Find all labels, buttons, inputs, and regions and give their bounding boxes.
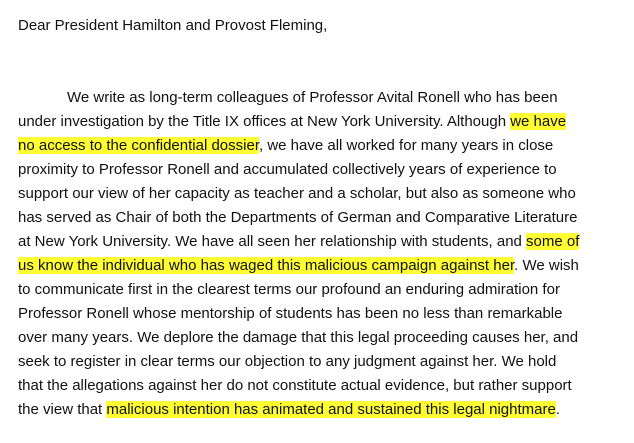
- salutation: Dear President Hamilton and Provost Fleming,: [18, 17, 328, 34]
- letter-line: [18, 254, 616, 278]
- body-text: seek to register in clear terms our objection to any judgment against her. We hold: [18, 353, 557, 370]
- body-text: that the allegations against her do not constitute actual evidence, but rather support: [18, 377, 572, 394]
- body-text: .: [555, 401, 560, 418]
- letter-line: [18, 374, 616, 398]
- letter-line: [18, 86, 616, 110]
- paragraph-gap: [18, 38, 616, 86]
- body-text: the view that: [18, 401, 107, 418]
- letter-document: [18, 14, 616, 422]
- letter-line: [18, 302, 616, 326]
- body-text: proximity to Professor Ronell and accumulated collectively years of experience to: [18, 161, 557, 178]
- body-text: support our view of her capacity as teacher and a scholar, but also as someone who: [18, 185, 576, 202]
- body-text: . We wish: [514, 257, 579, 274]
- letter-line: [18, 398, 616, 422]
- letter-line: [18, 110, 616, 134]
- body-text: Professor Ronell whose mentorship of students has been no less than remarkable: [18, 305, 563, 322]
- highlighted-text: us know the individual who has waged this malicious campaign against her: [18, 257, 515, 274]
- body-text: , we have all worked for many years in close: [258, 137, 554, 154]
- letter-line: [18, 134, 616, 158]
- highlighted-text: no access to the confidential dossier: [18, 137, 259, 154]
- letter-line: [18, 278, 616, 302]
- highlighted-text: some of: [526, 233, 580, 250]
- body-text: over many years. We deplore the damage that this legal proceeding causes her, and: [18, 329, 579, 346]
- letter-line: [18, 230, 616, 254]
- highlighted-text: malicious intention has animated and sustained this legal nightmare: [106, 401, 556, 418]
- letter-line: [18, 182, 616, 206]
- highlighted-text: we have: [510, 113, 567, 130]
- letter-line: [18, 158, 616, 182]
- body-text: under investigation by the Title IX offices at New York University. Although: [18, 113, 511, 130]
- body-text: We write as long-term colleagues of Professor Avital Ronell who has been: [67, 89, 558, 106]
- letter-body-paragraph: [18, 86, 616, 422]
- body-text: has served as Chair of both the Departments of German and Comparative Literature: [18, 209, 578, 226]
- letter-line: [18, 350, 616, 374]
- letter-line: [18, 206, 616, 230]
- letter-line: [18, 326, 616, 350]
- body-text: at New York University. We have all seen her relationship with students, and: [18, 233, 527, 250]
- body-text: to communicate first in the clearest terms our profound an enduring admiration for: [18, 281, 560, 298]
